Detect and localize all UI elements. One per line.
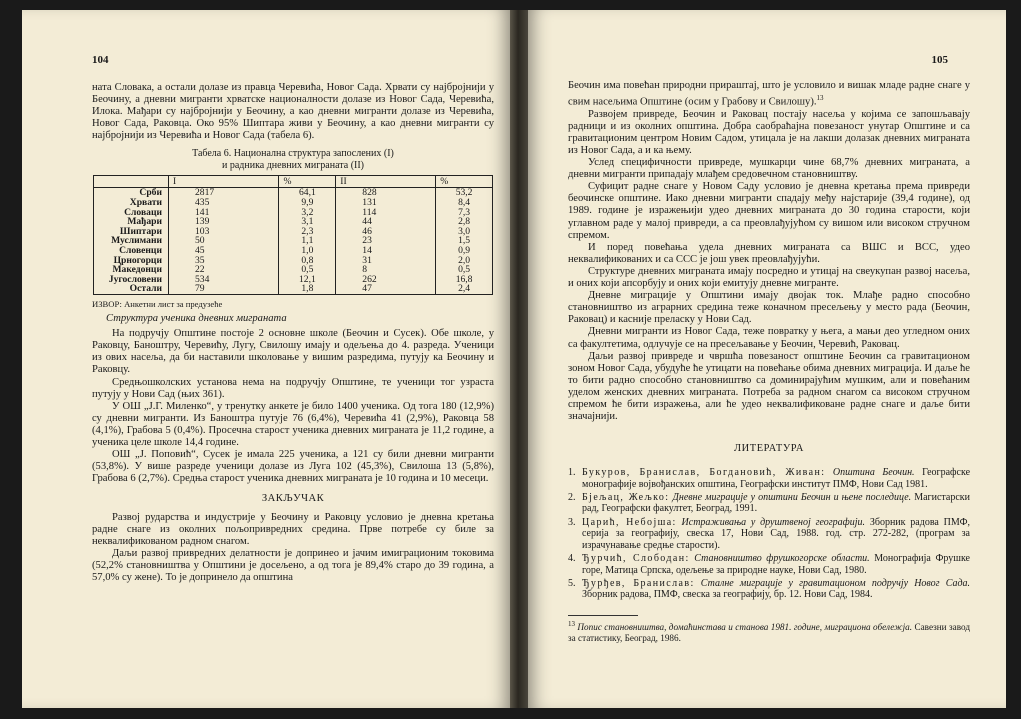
table-cell: 0,5 [279,265,336,275]
book-gutter [510,10,528,708]
paragraph: Структуре дневних миграната имају посредно и утицај на свеукупан развој насеља, и оних који апсорбују и оних који емитују дневне мигранте. [568,265,970,290]
table-cell: 0,9 [436,246,493,256]
right-page [528,10,1006,708]
table-cell: Црногорци [94,256,169,266]
table-header-row [94,176,493,188]
table-cell: 2,8 [436,217,493,227]
nationality-table [93,175,493,295]
paragraph: Развојем привреде, Беочин и Раковац постају насеља у којима се запошљавају радници и из околних општина. Добра саобраћајна повезаност унутар Општине и са гравитационим центром Новим Садом, утицала је на лакши долазак дневних миграната из Новог Сада, а и ка њему. [568,108,970,156]
table-cell: 23 [336,236,436,246]
table-cell: 7,3 [436,208,493,218]
table-cell: 47 [336,284,436,294]
paragraph: Средњошколских установа нема на подручју Општине, те ученици тог узраста путују у Нови Сад (њих 361). [92,376,494,400]
table-cell: 50 [169,236,279,246]
table-cell: Срби [94,188,169,198]
table-cell: 2,3 [279,227,336,237]
table-cell: 1,0 [279,246,336,256]
table-header-cell: I [169,176,279,188]
table-cell: Македонци [94,265,169,275]
table-cell: 3,2 [279,208,336,218]
table-cell: 12,1 [279,275,336,285]
table-cell: 2,4 [436,284,493,294]
table-cell: 8,4 [436,198,493,208]
table-cell: 45 [169,246,279,256]
table-cell: 131 [336,198,436,208]
table-cell: 64,1 [279,188,336,198]
table-header-cell [94,176,169,188]
table-cell: 1,1 [279,236,336,246]
section-heading: ЗАКЉУЧАК [261,493,325,505]
footnote-divider [568,615,638,616]
paragraph: У ОШ „Ј.Г. Миленко“, у тренутку анкете је било 1400 ученика. Од тога 180 (12,9%) су дневни мигранти. Из Баноштра путује 76 (6,4%), Черевића 41 (2,9%), Раковца 58 (4,1%), Грабова 5 (0,4%). Просечна старост ученика дневних миграната је 11,2 године, а ученика целе школе 14,4 године. [92,400,494,449]
left-page-body [92,82,494,584]
table-cell: Словаци [94,208,169,218]
table-cell: 139 [169,217,279,227]
table-cell: 3,0 [436,227,493,237]
table-header-cell: % [279,176,336,188]
footnote-mark: 13 [816,94,824,103]
left-page [22,10,510,708]
table-cell: 1,8 [279,284,336,294]
literature-heading: ЛИТЕРАТУРА [734,443,804,455]
paragraph: Дневне миграције у Општини имају двојак ток. Млађе радно способно становништво из аграрних средина теже коначном пресељењу у место рада (Беочин, Раковац) и касније преласку у Нови Сад. [568,290,970,326]
list-item: 3. Царић, Небојша: Истраживања у друштвеној географији. Зборник радова ПМФ, серија за географију, свеска 17, Нови Сад, 1988. год. стр. 272-282, (програм за израчунавање средње старости). [568,516,971,551]
paragraph: Даљи развој привреде и чвршћа повезаност општине Беочин са гравитационом зоном Новог Сада, убудуће ће утицати на повећање обима дневних миграција. И даље ће то бити радно способно становништво са доминирајућим мушким, али и повећаним уделом женских дневних миграната. Потреба за радном снагом са високом стручном спремом ће бити изражења, али ће удео неквалификоване радне снаге и даље бити значајнији. [568,350,970,423]
table-cell: 103 [169,227,279,237]
table-caption: Табела 6. Национална структура запослених (I) и радника дневних миграната (II) [192,148,394,171]
table-cell: 534 [169,275,279,285]
table-cell: 31 [336,256,436,266]
table-cell: 3,1 [279,217,336,227]
table-cell: Словенци [94,246,169,256]
table-source: ИЗВОР: Анкетни лист за предузеће [92,299,223,309]
paragraph: Даљи развој привредних делатности је допринео и јачим имиграционим токовима (52,2% становништва у Општини је досељено, а од тога је 89,4% старо до 39 година, а 57,0% су жене). То је допринело да општина [92,547,494,583]
table-cell: 0,5 [436,265,493,275]
list-item: 1. Букуров, Бранислав, Богдановић, Живан: Општина Беочин. Географске монографије војвођанских општина, Географски институт ПМФ, Нови Сад 1981. [568,467,971,490]
paragraph: Развој рударства и индустрије у Беочину и Раковцу условио је дневна кретања радне снаге из околних пољопривредних средина. Прве потребе су биле за неквалификованом радном снагом. [92,511,494,547]
paragraph: Дневни мигранти из Новог Сада, теже повратку у њега, а мањи део угледном оних са факултетима, одлучује се на пресељавање у Беочин, Черевић, Раковац. [568,326,970,350]
paragraph: Суфицит радне снаге у Новом Саду условио је дневна кретања према привреди беочинске општине. Иако дневни мигранти спадају међу најстарије (39,4 године), од 1989. године је изражењији удео дневних миграната до 30 година старости, који углавном раде у малој привреди, а са преовлађујућом су вишом или високом стручном спремом. [568,181,970,241]
paragraph: Услед специфичности привреде, мушкарци чине 68,7% дневних миграната, а дневни мигранти припадају млађем средовечном становништву. [568,157,970,181]
table-cell: 14 [336,246,436,256]
table-row [94,284,493,294]
table-cell: 8 [336,265,436,275]
table-cell: 16,8 [436,275,493,285]
paragraph: На подручју Општине постоје 2 основне школе (Беочин и Сусек). Обе школе, у Раковцу, Баноштру, Черевићу, Лугу, Свилошу имају и одељења до 4. разреда. Ученици из ових насеља, да би наставили школовање у вишим разредима, путују ка Беочину и Раковцу. [92,328,494,376]
table-cell: Остали [94,284,169,294]
table-cell: Шиптари [94,227,169,237]
footnote: $^{13}$ Попис становништва, домаћинстава и станова 1981. године, миграциона обележја. Савезни завод за статистику, Београд, 1986. [568,619,970,643]
table-cell: 22 [169,265,279,275]
table-cell: 53,2 [436,188,493,198]
table-cell: 44 [336,217,436,227]
table-cell: Мађари [94,217,169,227]
list-item: 2. Бјељац, Жељко: Дневне миграције у општини Беочин и њене последице. Магистарски рад, Географски факултет, Београд, 1991. [568,492,970,515]
list-item: 5. Ђурђев, Бранислав: Сталне миграције у гравитационом подручју Новог Сада. Зборник радова, ПМФ, свеска за географију, бр. 12. Нови Сад, 1984. [568,577,970,601]
table-cell: 0,8 [279,256,336,266]
table-cell: 141 [169,208,279,218]
table-cell: 114 [336,208,436,218]
table-cell: 435 [169,198,279,208]
table-cell: Хрвати [94,198,169,208]
table-cell: 35 [169,256,279,266]
paragraph: ОШ „Ј. Поповић“, Сусек је имала 225 ученика, а 121 су били дневни мигранти (53,8%). У више разреде ученици долазе из Луга 102 (45,3%), Свилоша 13 (5,8%), Грабова 6 (2,7%). Средња старост ученика дневних миграната је 10 година и 10 месеци. [92,449,494,485]
table-cell: 262 [336,275,436,285]
table-cell: 46 [336,227,436,237]
table-cell: 79 [169,284,279,294]
page-number: 104 [92,54,109,66]
table-header-cell: II [336,176,436,188]
paragraph: Беочин има повећан природни прираштај, што је условило и вишак младе радне снаге у свим насељима Општине (осим у Грабову и Свилошу).$^{13}$ [568,80,970,108]
paragraph: ната Словака, а остали долазе из правца Черевића, Новог Сада. Хрвати су најбројнији у Беочину, а дневни мигранти хрватске националности долазе из Новог Сада, Черевића, Илока. Мађари су најбројнији у Беочину, а као дневни мигранти долазе из Черевића, Новог Сада, Раковца. Око 95% Шиптара живи у Беочину, а као дневни мигранти су најбројнији из Черевића и Новог Сада (табела 6). [92,82,494,142]
table-cell: 1,5 [436,236,493,246]
right-page-body [568,80,970,644]
section-subheading: Структура ученика дневних миграната [106,313,287,325]
table-cell: 2,0 [436,256,493,266]
page-number: 105 [931,54,948,66]
paragraph: И поред повећања удела дневних миграната са ВШС и ВСС, удео неквалификованих и са ССС је још увек преовлађујући. [568,241,970,265]
list-item: 4. Ђурчић, Слободан: Становништво фрушкогорске области. Монографија Фрушке горе, Матица Српска, одељење за природне науке, Нови Сад, 1980. [568,553,970,576]
table-cell: Југословени [94,275,169,285]
literature-list [568,467,970,600]
table-cell: Муслимани [94,236,169,246]
table-cell: 9,9 [279,198,336,208]
table-cell: 828 [336,188,436,198]
table-cell: 2817 [169,188,279,198]
table-header-cell: % [436,176,493,188]
